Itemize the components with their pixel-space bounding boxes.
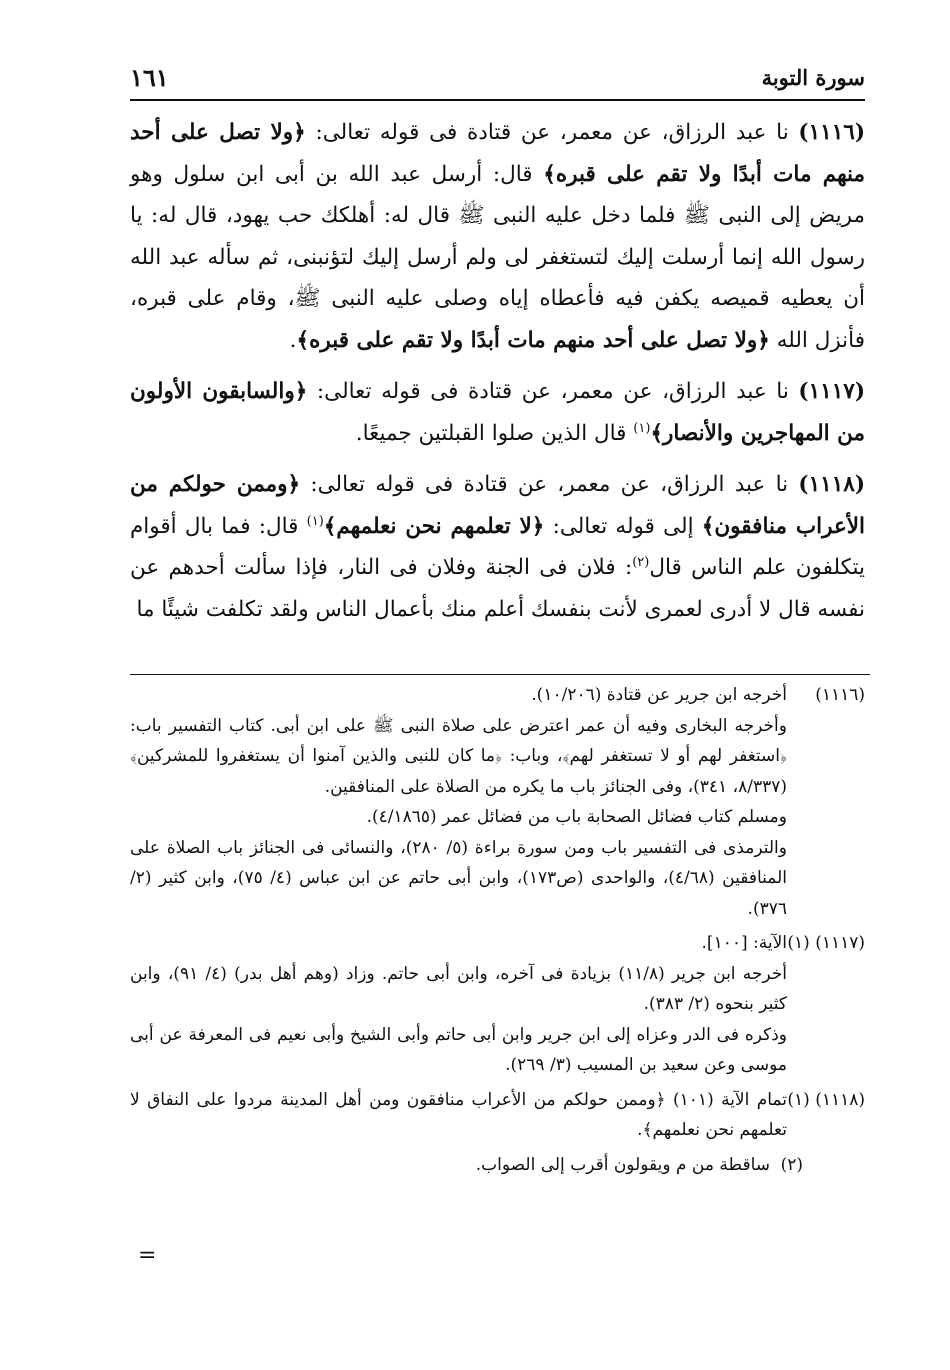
entry-text: نا عبد الرزاق، عن معمر، عن قتادة فى قوله تعالى: [305,120,799,145]
footnote-line: وأخرجه البخارى وفيه أن عمر اعترض على صلاة النبى ﷺ على ابن أبى. كتاب التفسير باب: ﴿استغفر لهم أو لا تستغفر لهم﴾، وباب: ﴿ما كان للنبى والذين آمنوا أن يستغفروا للمشركين﴾ (٨/٣٣٧، ٣٤١)، وفى الجنائز باب ما يكره من الصلاة على المنافقين. [130,715,787,797]
entry-1117 [130,371,865,454]
entry-number: (١١١٨) [798,472,865,497]
entry-1116 [130,112,865,361]
quran-quote: ﴿لا تعلمهم نحن نعلمهم﴾ [323,513,545,539]
footnote-line: أخرجه ابن جرير (١١/٨) بزيادة فى آخره، وابن أبى حاتم. وزاد (وهم أهل بدر) (٤/ ٩١)، وابن كثير بنحوه (٢/ ٣٨٣). [130,963,787,1014]
footnote-label: (١١١٧) (١) [787,933,865,953]
entry-text: نا عبد الرزاق، عن معمر، عن قتادة فى قوله تعالى: [300,472,799,497]
footnote-line: ساقطة من م ويقولون أقرب إلى الصواب. [475,1154,770,1175]
footnote-divider [130,674,870,675]
quran-quote: ﴿ولا تصل على أحد منهم مات أبدًا ولا تقم على قبره﴾ [296,327,770,353]
entry-text: إلى قوله تعالى: [544,513,702,539]
footnote-line: تمام الآية (١٠١) ﴿وممن حولكم من الأعراب منافقون ومن أهل المدينة مردوا على النفاق لا تعلمهم نحن نعلمهم﴾. [130,1089,787,1140]
footnote-ref[interactable]: (١) [306,513,324,529]
main-text [130,112,865,640]
page-number: ١٦١ [130,63,169,92]
footnote-label: (١١١٦) [815,685,865,705]
entry-text: . [289,327,297,353]
entry-text: : فلان فى الجنة وفلان فى النار، فإذا سألت أحدهم عن نفسه قال لا أدرى لعمرى لأنت بنفسك أعلم منك بأعمال الناس ولقد تكلفت شيئًا ما [130,555,865,622]
footnote-label: (١١١٨) (١) [787,1089,865,1110]
footnote-label: (٢) [780,1154,803,1175]
footnote-1118-2 [130,1150,865,1181]
footnote-line: الآية: [١٠٠]. [701,933,787,953]
footnote-1116 [130,680,865,924]
quran-quote: ﴿وممن حولكم من الأعراب منافقون﴾ [130,472,866,539]
surah-title: سورة التوبة [761,65,865,90]
footnote-line: ومسلم كتاب فضائل الصحابة باب من فضائل عمر (٤/١٨٦٥). [366,807,787,827]
footnote-ref[interactable]: (١) [633,420,651,436]
margin-mark: = [138,1243,157,1268]
entry-1118 [130,464,865,630]
header-divider [130,99,865,101]
footnote-line: أخرجه ابن جرير عن قتادة (١٠/٢٠٦). [531,685,787,705]
entry-text: قال: أرسل عبد الله بن أبى ابن سلول وهو مريض إلى النبى ﷺ فلما دخل عليه النبى ﷺ قال له: أهلكك حب يهود، قال له: يا رسول الله إنما أرسلت إليك لتستغفر لى ولم أرسل إليك لتؤنبنى، ثم سأله عبد الله أن يعطيه قميصه يكفن فيه فأعطاه إياه وصلى عليه النبى ﷺ، وقام على قبره، فأنزل الله [130,161,865,353]
page-header [130,55,865,97]
entry-number: (١١١٦) [798,120,865,145]
entry-text: نا عبد الرزاق، عن معمر، عن قتادة فى قوله تعالى: [307,379,799,404]
footnotes [130,680,865,1184]
footnote-line: وذكره فى الدر وعزاه إلى ابن جرير وابن أبى حاتم وأبى الشيخ وأبى نعيم فى المعرفة عن أبى موسى وعن سعيد بن المسيب (٣/ ٢٦٩). [130,1024,787,1075]
entry-text: قال الذين صلوا القبلتين جميعًا. [355,420,634,446]
entry-number: (١١١٧) [798,379,865,404]
footnote-line: والترمذى فى التفسير باب ومن سورة براءة (٥/ ٢٨٠)، والنسائى فى الجنائز باب الصلاة على المنافقين (٤/٦٨)، والواحدى (ص١٧٣)، وابن أبى حاتم عن ابن عباس (٤/ ٧٥)، وابن كثير (٢/ ٣٧٦). [130,837,788,919]
quran-quote: ﴿ولا تصل على أحد منهم مات أبدًا ولا تقم على قبره﴾ [130,120,865,187]
entry-text: قال: فما بال أقوام يتكلفون علم الناس قال [130,513,865,580]
footnote-1117 [130,928,865,1081]
footnote-1118 [130,1085,865,1146]
quran-quote: ﴿والسابقون الأولون من المهاجرين والأنصار﴾ [130,379,865,446]
footnote-ref[interactable]: (٢) [632,554,650,570]
